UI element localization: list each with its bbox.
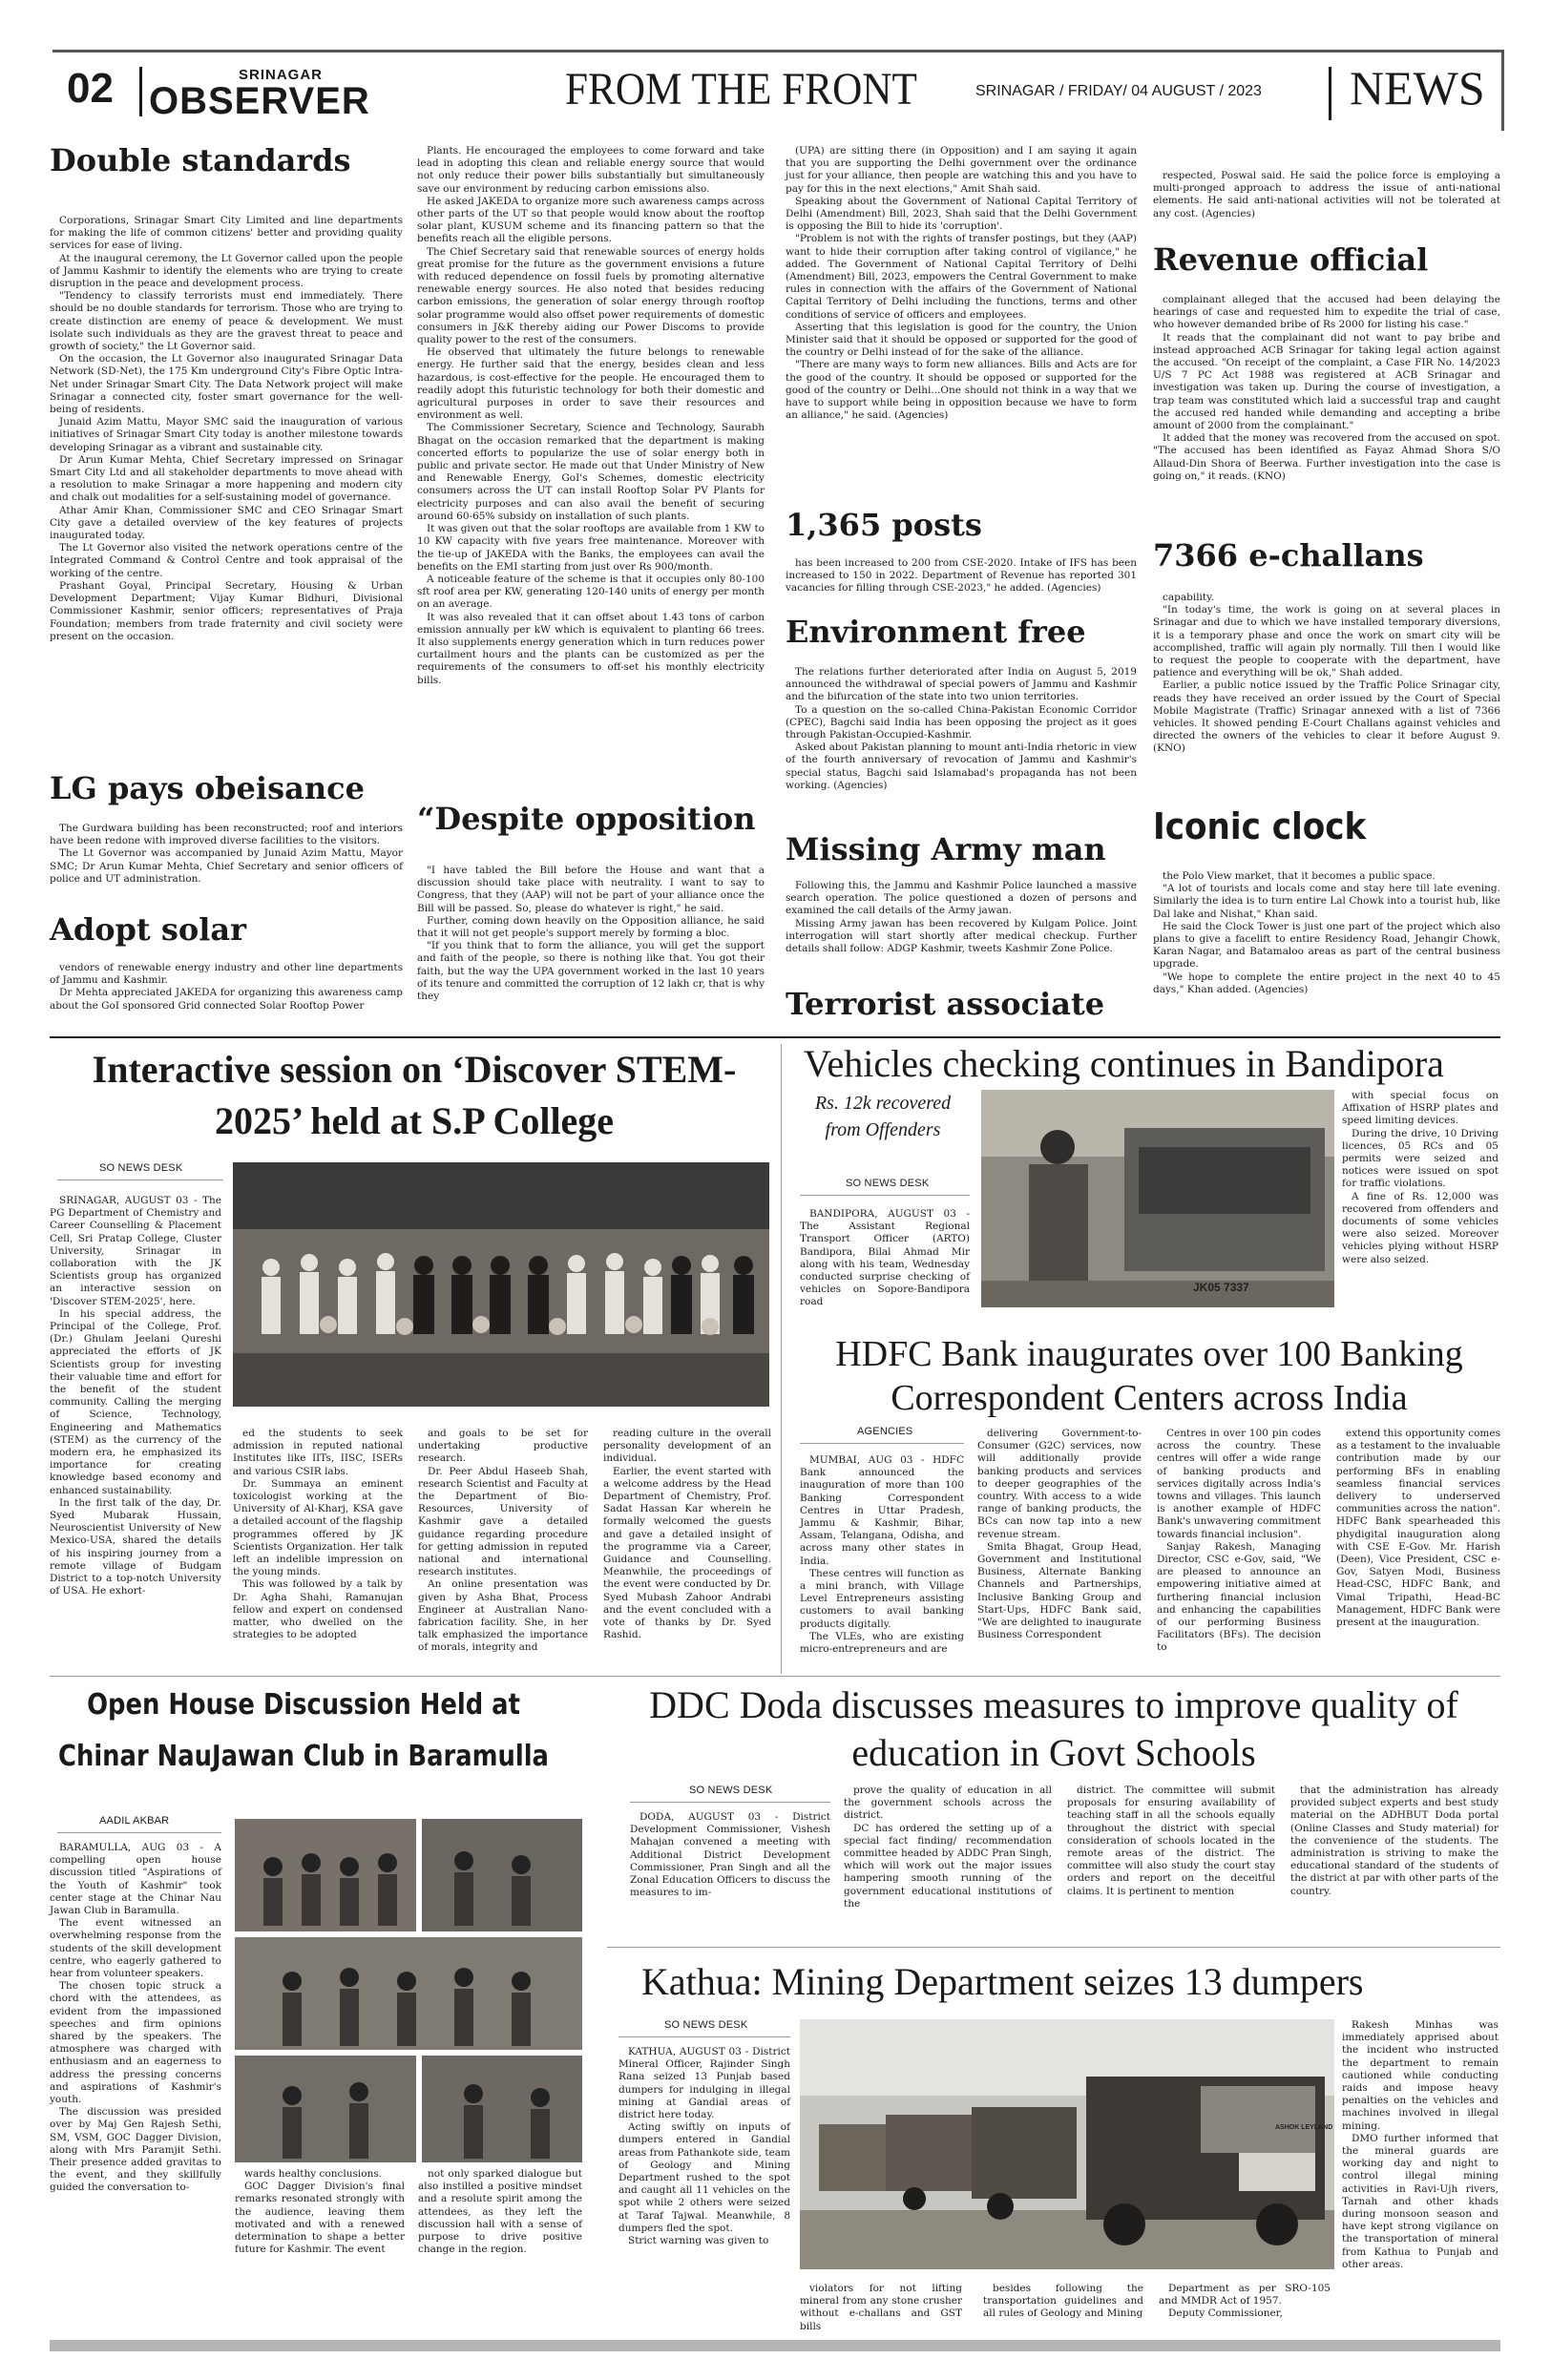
article-bandipora-lead: BANDIPORA, AUGUST 03 - The Assistant Regional Transport Officer (ARTO) Bandipora, Bilal Ahmad Mir along with his team, Wednesday conducted surprise checking of vehicles on Sopore-Bandipora road [800,1208,970,1308]
article-iconic-clock: the Polo View market, that it becomes a public space. "A lot of tourists and locals come and stay here till late evening. Similarly the idea is to turn entire Lal Chowk into a tourist hub, like Dal lake and Nishat," Khan said. He said the Clock Tower is just one part of the project which also plans to give a facelift to entire Residency Road, Jehangir Chowk, Karan Nagar, and Batamaloo areas as part of the central business upgrade. "We hope to complete the entire project in the next 40 to 45 days," Khan added. (Agencies) [1153,870,1500,995]
footer-bar [50,2340,1500,2351]
headline-doda: DDC Doda discusses measures to improve quality of education in Govt Schools [649,1683,1458,1774]
headline-adopt-solar: Adopt solar [50,911,246,948]
headline-chinar: Open House Discussion Held at Chinar NauJawan Club in Baramulla [58,1688,549,1773]
headline-terrorist-associate: Terrorist associate [786,986,1105,1022]
brand-small: SRINAGAR [239,67,324,83]
byline-rule [800,1443,964,1444]
deck-bandipora: Rs. 12k recovered from Offenders [814,1093,952,1140]
headline-environment-free: Environment free [786,614,1086,650]
article-chinar-lead: BARAMULLA, AUG 03 - A compelling open house discussion titled "Aspirations of the Youth of Kashmir" took center stage at the Chinar Nau Jawan Club in Baramulla. The event witnessed an overwhelming response from the students of the skill development centre, who eagerly gathered to hear from volunteer speakers. The chosen topic struck a chord with the attendees, as evident from the impassioned speeches and firm opinions shared by the speakers. The atmosphere was charged with enthusiasm and an eagerness to address the pressing concerns and aspirations of Kashmir's youth. The discussion was presided over by Maj Gen Rajesh Sethi, SM, VSM, GOC Dagger Division, along with Mrs Paramjit Sethi. Their presence added gravitas to the event, and they skillfully guided the conversation to- [50,1842,221,2194]
article-1365-posts: has been increased to 200 from CSE-2020. Intake of IFS has been increased to 150 in 2022. Department of Revenue has reported 301 vacancies for filling through CSE-2023," he added. (Agencies) [786,557,1137,595]
article-doda-col-a: DODA, AUGUST 03 - District Development Commissioner, Vishesh Mahajan convened a meeting with Additional District Development Commissioner, Pran Singh and all the Zonal Education Officers to discuss the measures to im- [630,1811,830,1899]
article-despite-opposition: "I have tabled the Bill before the House and want that a discussion should take place with neutrality. I want to say to Congress, that they (AAP) will not be part of your alliance once the Bill will be passed. So, please do whatever is right," he said. Further, coming down heavily on the Opposition alliance, he said that it will not get people's support merely by forming a bloc. "If you think that to form the alliance, you will get the support and faith of the people, so there is nothing like that. You got their faith, but the way the UPA government worked in the last 10 years of its tenure and committed the corruption of 12 lakh cr, that is why they [417,865,765,1003]
section-title: FROM THE FRONT [565,64,917,115]
headline-double-standards: Double standards [50,142,351,178]
article-stem-lead: SRINAGAR, AUGUST 03 - The PG Department of Chemistry and Career Counselling & Placement Cell, Sri Pratap College, Cluster University, Srinagar in collaboration with the JK Scientists group has organized an interactive session on 'Discover STEM-2025', here. In his special address, the Principal of the College, Prof. (Dr.) Ghulam Jeelani Qureshi appreciated the efforts of JK Scientists group for investing their valuable time and effort for the benefit of the student community. Calling the merging of Science, Technology, Engineering and Mathematics (STEM) as the currency of the modern era, he emphasized its importance for creating knowledge based economy and enhanced sustainability. In the first talk of the day, Dr. Syed Mubarak Hussain, Neuroscientist University of New Mexico-USA, shared the details of his inspiring journey from a remote village of Budgam District to a top-notch University of USA. He exhort- [50,1195,221,1597]
article-upa: (UPA) are sitting there (in Opposition) and I am saying it again that you are supporting the Delhi government over the ordinance just for your alliance, then people are watching this and you have to pay for this in the next elections," Amit Shah said. Speaking about the Government of National Capital Territory of Delhi (Amendment) Bill, 2023, Shah said that the Delhi Government is opposing the Bill to hide its 'corruption'. "Problem is not with the rights of transfer postings, but they (AAP) want to hide their corruption after taking control of vigilance," he added. The Government of National Capital Territory of Delhi (Amendment) Bill, 2023, empowers the Central Government to make rules in connection with the affairs of the Government of National Capital Territory of Delhi including the functions, terms and other conditions of service of officers and employees. Asserting that this legislation is good for the country, the Union Minister said that it should be opposed or supported for the good of the country or Delhi instead of for the sake of the alliance. "There are many ways to form new alliances. Bills and Acts are for the good of the country. It should be opposed or supported for the good of the country or Delhi...One should not think in a way that we have to support while being in opposition because we have to form an alliance," he said. (Agencies) [786,145,1137,422]
headline-1365-posts: 1,365 posts [786,507,982,543]
page-number: 02 [67,65,114,112]
article-chinar-col-c: not only sparked dialogue but also instilled a positive mindset and a resolute spirit among the attendees, as they left the discussion hall with a sense of purpose to drive positive change in the region. [418,2168,582,2256]
article-double-standards: Corporations, Srinagar Smart City Limited and line departments for making the life of common citizens' better and providing quality services for ease of living. At the inaugural ceremony, the Lt Governor called upon the people of Jammu Kashmir to identify the elements who are trying to create disruption in the peace and development process. "Tendency to classify terrorists must end immediately. There should be no double standards for terrorism. Those who are trying to create distinction are enemy of peace & development. We must isolate such individuals as they are the gravest threat to peace and growth of society," the Lt Governor said. On the occasion, the Lt Governor also inaugurated Srinagar Data Network (SD-Net), the 175 Km underground City's Fibre Optic Intra-Net under Srinagar Smart City. The Data Network project will make Srinagar a connected city, foster smart governance for the well-being of residents. Junaid Azim Mattu, Mayor SMC said the inauguration of various initiatives of Srinagar Smart City today is another milestone towards developing Srinagar as a vibrant and sustainable city. Dr Arun Kumar Mehta, Chief Secretary impressed on Srinagar Smart City Ltd and all stakeholder departments to move ahead with a resolution to make Srinagar a more happening and modern city and chalk out modalities for a self-sustaining model of governance. Athar Amir Khan, Commissioner SMC and CEO Srinagar Smart City gave a detailed overview of the key features of projects inaugurated today. The Lt Governor also visited the network operations centre of the Integrated Command & Control Centre and took appraisal of the working of the centre. Prashant Goyal, Principal Secretary, Housing & Urban Development Department; Vijay Kumar Bidhuri, Divisional Commissioner Kashmir, senior officers; representatives of Praja Foundation; members from trade fraternity and civil society were present on the occasion. [50,215,403,642]
number-plate: JK05 7337 [1193,1281,1249,1294]
article-doda-col-b: prove the quality of education in all the government schools across the district. DC has ordered the setting up of a special fact finding/ recommendation committee headed by ADDC Pran Singh, which will work out the major issues hampering smooth running of the government educational institutions of the [844,1785,1052,1910]
article-police: respected, Poswal said. He said the police force is employing a multi-pronged approach to address the issue of anti-national elements. He said anti-national activities will not be tolerated at any cost. (Agencies) [1153,170,1500,219]
headline-missing-army-man: Missing Army man [786,831,1106,867]
headline-lg-obeisance: LG pays obeisance [50,770,365,806]
article-lg-obeisance: The Gurdwara building has been reconstructed; roof and interiors have been redone with improved diverse facilities to the visitors. The Lt Governor was accompanied by Junaid Azim Mattu, Mayor SMC; Dr Arun Kumar Mehta, Chief Secretary and senior officers of police and UT administration. [50,823,403,885]
section-right: NEWS [1350,61,1485,115]
section-divider [607,1947,1500,1948]
headline-iconic-clock: Iconic clock [1153,805,1367,847]
byline-kathua: SO NEWS DESK [664,2019,748,2031]
article-kathua-col-d: Department as per SRO-105 and MMDR Act of 1957. Deputy Commissioner, [1159,2283,1331,2320]
article-hdfc-col-c: Centres in over 100 pin codes across the country. These centres will offer a wide range of banking products and services digitally across India's towns and villages. This launch is another example of HDFC Bank's unwavering commitment towards financial inclusion". Sanjay Rakesh, Managing Director, CSC e-Gov, said, "We are pleased to announce an empowering initiative aimed at furthering financial inclusion and enhancing the capabilities of our performing Business Facilitators (BFs). The decision to [1157,1428,1321,1654]
section-divider [50,1036,1500,1038]
bandipora-checking-photo [981,1090,1334,1307]
headline-kathua: Kathua: Mining Department seizes 13 dumpers [641,1960,1364,2003]
article-kathua-lead: KATHUA, AUGUST 03 - District Mineral Officer, Rajinder Singh Rana seized 13 Punjab based dumpers for indulging in illegal mining at Gandial areas of district here today. Acting swiftly on inputs of dumpers entered in Gandial areas from Pathankote side, team of Geology and Mining Department rushed to the spot and caught all 11 vehicles on the spot while 2 others were seized at Taraf Tajwal. Meanwhile, 8 dumpers fled the spot. Strict warning was given to [618,2046,790,2247]
article-adopt-solar: vendors of renewable energy industry and other line departments of Jammu and Kashmir. Dr Mehta appreciated JAKEDA for organizing this awareness camp about the GoI sponsored Grid connected Solar Rooftop Power [50,962,403,1012]
byline-rule [630,1802,830,1803]
byline-chinar: AADIL AKBAR [99,1815,170,1827]
article-kathua-col-c: besides following the transportation guidelines and all rules of Geology and Mining [983,2283,1143,2320]
truck-label: ASHOK LEYLAND [1275,2124,1333,2131]
article-solar-continued: Plants. He encouraged the employees to come forward and take lead in adopting this clean and reliable energy source that would not only reduce their power bills substantially but simultaneously save our environment by reducing carbon emissions also. He asked JAKEDA to organize more such awareness camps across other parts of the UT so that people would know about the rooftop solar plant, KUSUM scheme and its financing pattern so that the benefits reach all the eligible persons. The Chief Secretary said that renewable sources of energy holds great promise for the future as the government envisions a future with reduced dependence on fossil fuels by promoting alternative renewable energy sources. He also noted that besides reducing carbon emissions, the generation of solar energy through rooftop solar programme would also offset power requirements of domestic consumers in J&K thereby aiding our Power Discoms to provide quality power to the rest of the consumers. He observed that ultimately the future belongs to renewable energy. He further said that the energy, besides clean and less hazardous, is cost-effective for the people. He encouraged them to readily adopt this futuristic technology for both their domestic and agricultural purposes in order to save their resources and environment as well. The Commissioner Secretary, Science and Technology, Saurabh Bhagat on the occasion remarked that the department is making concerted efforts to popularize the use of solar energy both in public and private sector. He made out that Under Ministry of New and Renewable Energy, GoI's Schemes, domestic electricity consumers across the UT can install Rooftop Solar PV Plants for electricity purposes and can also avail the benefit of securing around 60-65% subsidy on installation of such plants. It was given out that the solar rooftops are available from 1 KW to 10 KW capacity with five years free maintenance. Moreover with the tie-up of JAKEDA with the Banks, the employees can avail the benefits on the EMI starting from just over Rs 900/month. A noticeable feature of the scheme is that it occupies only 80-100 sft roof area per KW, generating 120-140 units of energy per month on an average. It was also revealed that it can offset about 1.43 tons of carbon emission annually per kW which is equivalent to planting 66 trees. It also supplements energy generation which in turn reduces power curtailment hours and the plants can be customized as per the requirements of the consumers to off-set his monthly electricity bills. [417,145,765,686]
vertical-divider [781,1044,782,1674]
article-kathua-col-e: Rakesh Minhas was immediately apprised about the incident who instructed the department to remain cautioned while conducting raids and impose heavy penalties on the vehicles and machines involved in illegal mining. DMO further informed that the mineral guards are working day and night to control illegal mining activities in Ravi-Ujh rivers, Tarnah and other khads during monsoon season and have kept strong vigilance on the transportation of mineral from Kathua to Punjab and other areas. [1342,2019,1499,2270]
headline-hdfc: HDFC Bank inaugurates over 100 Banking Correspondent Centers across India [835,1334,1463,1418]
byline-hdfc: AGENCIES [857,1426,913,1437]
article-hdfc-col-d: extend this opportunity comes as a testament to the invaluable contribution made by our performing BFs in enabling seamless financial services delivery to underserved communities across the nation". HDFC Bank spearheaded this phydigital inauguration along with CSE E-Gov. Mr. Harish (Deen), Vice President, CSC e-Gov, Satyen Modi, Business Head-CSC, HDFC Bank, and Vimal Tripathi, Head-BC Management, HDFC Bank were present at the inauguration. [1336,1428,1500,1629]
article-hdfc-col-a: MUMBAI, AUG 03 - HDFC Bank announced the inauguration of more than 100 Banking Correspondent Centres in Uttar Pradesh, Jammu & Kashmir, Bihar, Assam, Telangana, Odisha, and across many other states in India. These centres will function as a mini branch, with Village Level Entrepreneurs assisting customers to avail banking products digitally. The VLEs, who are existing micro-entrepreneurs and are [800,1454,964,1656]
article-doda-col-c: district. The committee will submit proposals for ensuring availability of teaching staff in all the schools equally throughout the district with special consideration of schools located in the remote areas of the district. The committee will also study the court stay orders and report on the deceitful claims. It is pertinent to mention [1067,1785,1275,1897]
section-divider [50,1676,1500,1677]
brand-name: OBSERVER [149,80,370,122]
news-divider [1329,67,1331,120]
kathua-dumpers-photo [800,2019,1334,2269]
headline-revenue-official: Revenue official [1153,241,1429,278]
byline-rule [57,1832,221,1833]
byline-rule [618,2036,790,2037]
dateline: SRINAGAR / FRIDAY/ 04 AUGUST / 2023 [975,83,1262,99]
byline-doda: SO NEWS DESK [689,1785,773,1796]
masthead-divider [139,67,142,116]
headline-despite-opposition: “Despite opposition [417,801,756,837]
article-doda-col-d: that the administration has already provided subject experts and best study material on the ADHBUT Doda portal (Online Classes and Study material) for the convenience of the students. The administration is striving to make the educational standard of the students of the district at par with other parts of the country. [1290,1785,1499,1897]
article-stem-col-b: ed the students to seek admission in reputed national Institutes like IITs, IISC, ISERs and various CSIR labs. Dr. Summaya an eminent toxicologist working at the University of Al-Kharj, KSA gave a detailed account of the flagship programmes offered by JK Scientists Organization. Her talk left an indelible impression on the young minds. This was followed by a talk by Dr. Agha Shahi, Ramanujan fellow and expert on condensed matter, who dwelled on the strategies to be adopted [233,1428,403,1641]
byline-rule [800,1195,970,1196]
article-environment-free: The relations further deteriorated after India on August 5, 2019 announced the withdrawal of special powers of Jammu and Kashmir and the bifurcation of the state into two union territories. To a question on the so-called China-Pakistan Economic Corridor (CPEC), Bagchi said India has been opposing the project as it goes through Pakistan-Occupied-Kashmir. Asked about Pakistan planning to mount anti-India rhetoric in view of the fourth anniversary of revocation of Jammu and Kashmir's special status, Bagchi said Islamabad's propaganda has not been working. (Agencies) [786,666,1137,791]
article-revenue-official: complainant alleged that the accused had been delaying the hearings of case and requested him to expedite the trial of case, who however demanded bribe of Rs 2000 for listing his case." It reads that the complainant did not want to pay bribe and instead approached ACB Srinagar for taking legal action against the accused. "On receipt of the complaint, a Case FIR No. 14/2023 U/S 7 PC Act 1988 was registered at ACB Srinagar and investigation was taken up. During the course of investigation, a trap team was constituted which laid a successful trap and caught the accused red handed while demanding and accepting a bribe amount of 2000 from the complainant." It added that the money was recovered from the accused on spot. "The accused has been identified as Fayaz Ahmad Shora S/O Allaud-Din Shora of Beerwa. Further investigation into the case is going on," it reads. (KNO) [1153,294,1500,482]
article-stem-col-c: and goals to be set for undertaking productive research. Dr. Peer Abdul Haseeb Shah, research Scientist and Faculty at the Department of Bio-Resources, University of Kashmir gave a detailed guidance regarding procedure for getting admission in reputed national and international research institutes. An online presentation was given by Asha Bhat, Process Engineer at Australian Nano-fabrication facility. She, in her talk emphasized the importance of morals, integrity and [418,1428,588,1654]
article-missing-army-man: Following this, the Jammu and Kashmir Police launched a massive search operation. The police questioned a dozen of persons and examined the call details of the Army jawan. Missing Army jawan has been recovered by Kulgam Police. Joint interrogation will start shortly after medical checkup. Further details shall follow: ADGP Kashmir, tweets Kashmir Zone Police. [786,880,1137,955]
byline-stem: SO NEWS DESK [99,1162,183,1174]
byline-bandipora: SO NEWS DESK [846,1178,930,1189]
chinar-discussion-photo [235,1819,582,2162]
article-bandipora-col-b: with special focus on Affixation of HSRP plates and speed limiting devices. During the drive, 10 Driving licences, 05 RCs and 05 permits were seized and notices were issued on spot for traffic violations. A fine of Rs. 12,000 was recovered from offenders and documents of some vehicles were also seized. Moreover vehicles plying without HSRP were also seized. [1342,1090,1499,1265]
article-hdfc-col-b: delivering Government-to-Consumer (G2C) services, now will additionally provide banking products and services to deeper geographies of the country. With access to a wide range of banking products, the BCs can now tap into a new revenue stream. Smita Bhagat, Group Head, Government and Institutional Business, Alternate Banking Channels and Partnerships, Inclusive Banking Group and Start-Ups, HDFC Bank said, "We are delighted to inaugurate Business Correspondent [977,1428,1142,1641]
headline-stem: Interactive session on ‘Discover STEM-2025’ held at S.P College [92,1048,737,1142]
article-7366-echallans: capability. "In today's time, the work is going on at several places in Srinagar and due to which we have installed temporary diversions, it is a temporary phase and once the work on smart city will be accomplished, traffic will again ply normally. Till then I would like to request the people to cooperate with the department, have patience and everything will be ok," Shah added. Earlier, a public notice issued by the Traffic Police Srinagar city, reads they have received an order issued by the Court of Special Mobile Magistrate (Traffic) Srinagar annexed with a list of 7366 vehicles. It showed pending E-Court Challans against vehicles and directed the owners of the vehicles to clear it before August 9. (KNO) [1153,592,1500,755]
article-chinar-col-b: wards healthy conclusions. GOC Dagger Division's final remarks resonated strongly with the audience, leaving them motivated and with a renewed determination to shape a better future for Kashmir. The event [235,2168,405,2256]
stem-group-photo [233,1162,769,1407]
headline-bandipora: Vehicles checking continues in Bandipora [804,1042,1444,1085]
article-kathua-col-b: violators for not lifting mineral from any stone crusher without e-challans and GST bills [800,2283,962,2332]
headline-7366-echallans: 7366 e-challans [1153,537,1424,574]
article-stem-col-d: reading culture in the overall personality development of an individual. Earlier, the event started with a welcome address by the Head Department of Chemistry, Prof. Sadat Hassan Kar wherein he formally welcomed the guests and gave a detailed insight of the programme via a Career, Guidance and Counselling. Meanwhile, the proceedings of the event were conducted by Dr. Syed Mubash Zahoor Andrabi and the event concluded with a vote of thanks by Dr. Syed Rashid. [603,1428,771,1641]
